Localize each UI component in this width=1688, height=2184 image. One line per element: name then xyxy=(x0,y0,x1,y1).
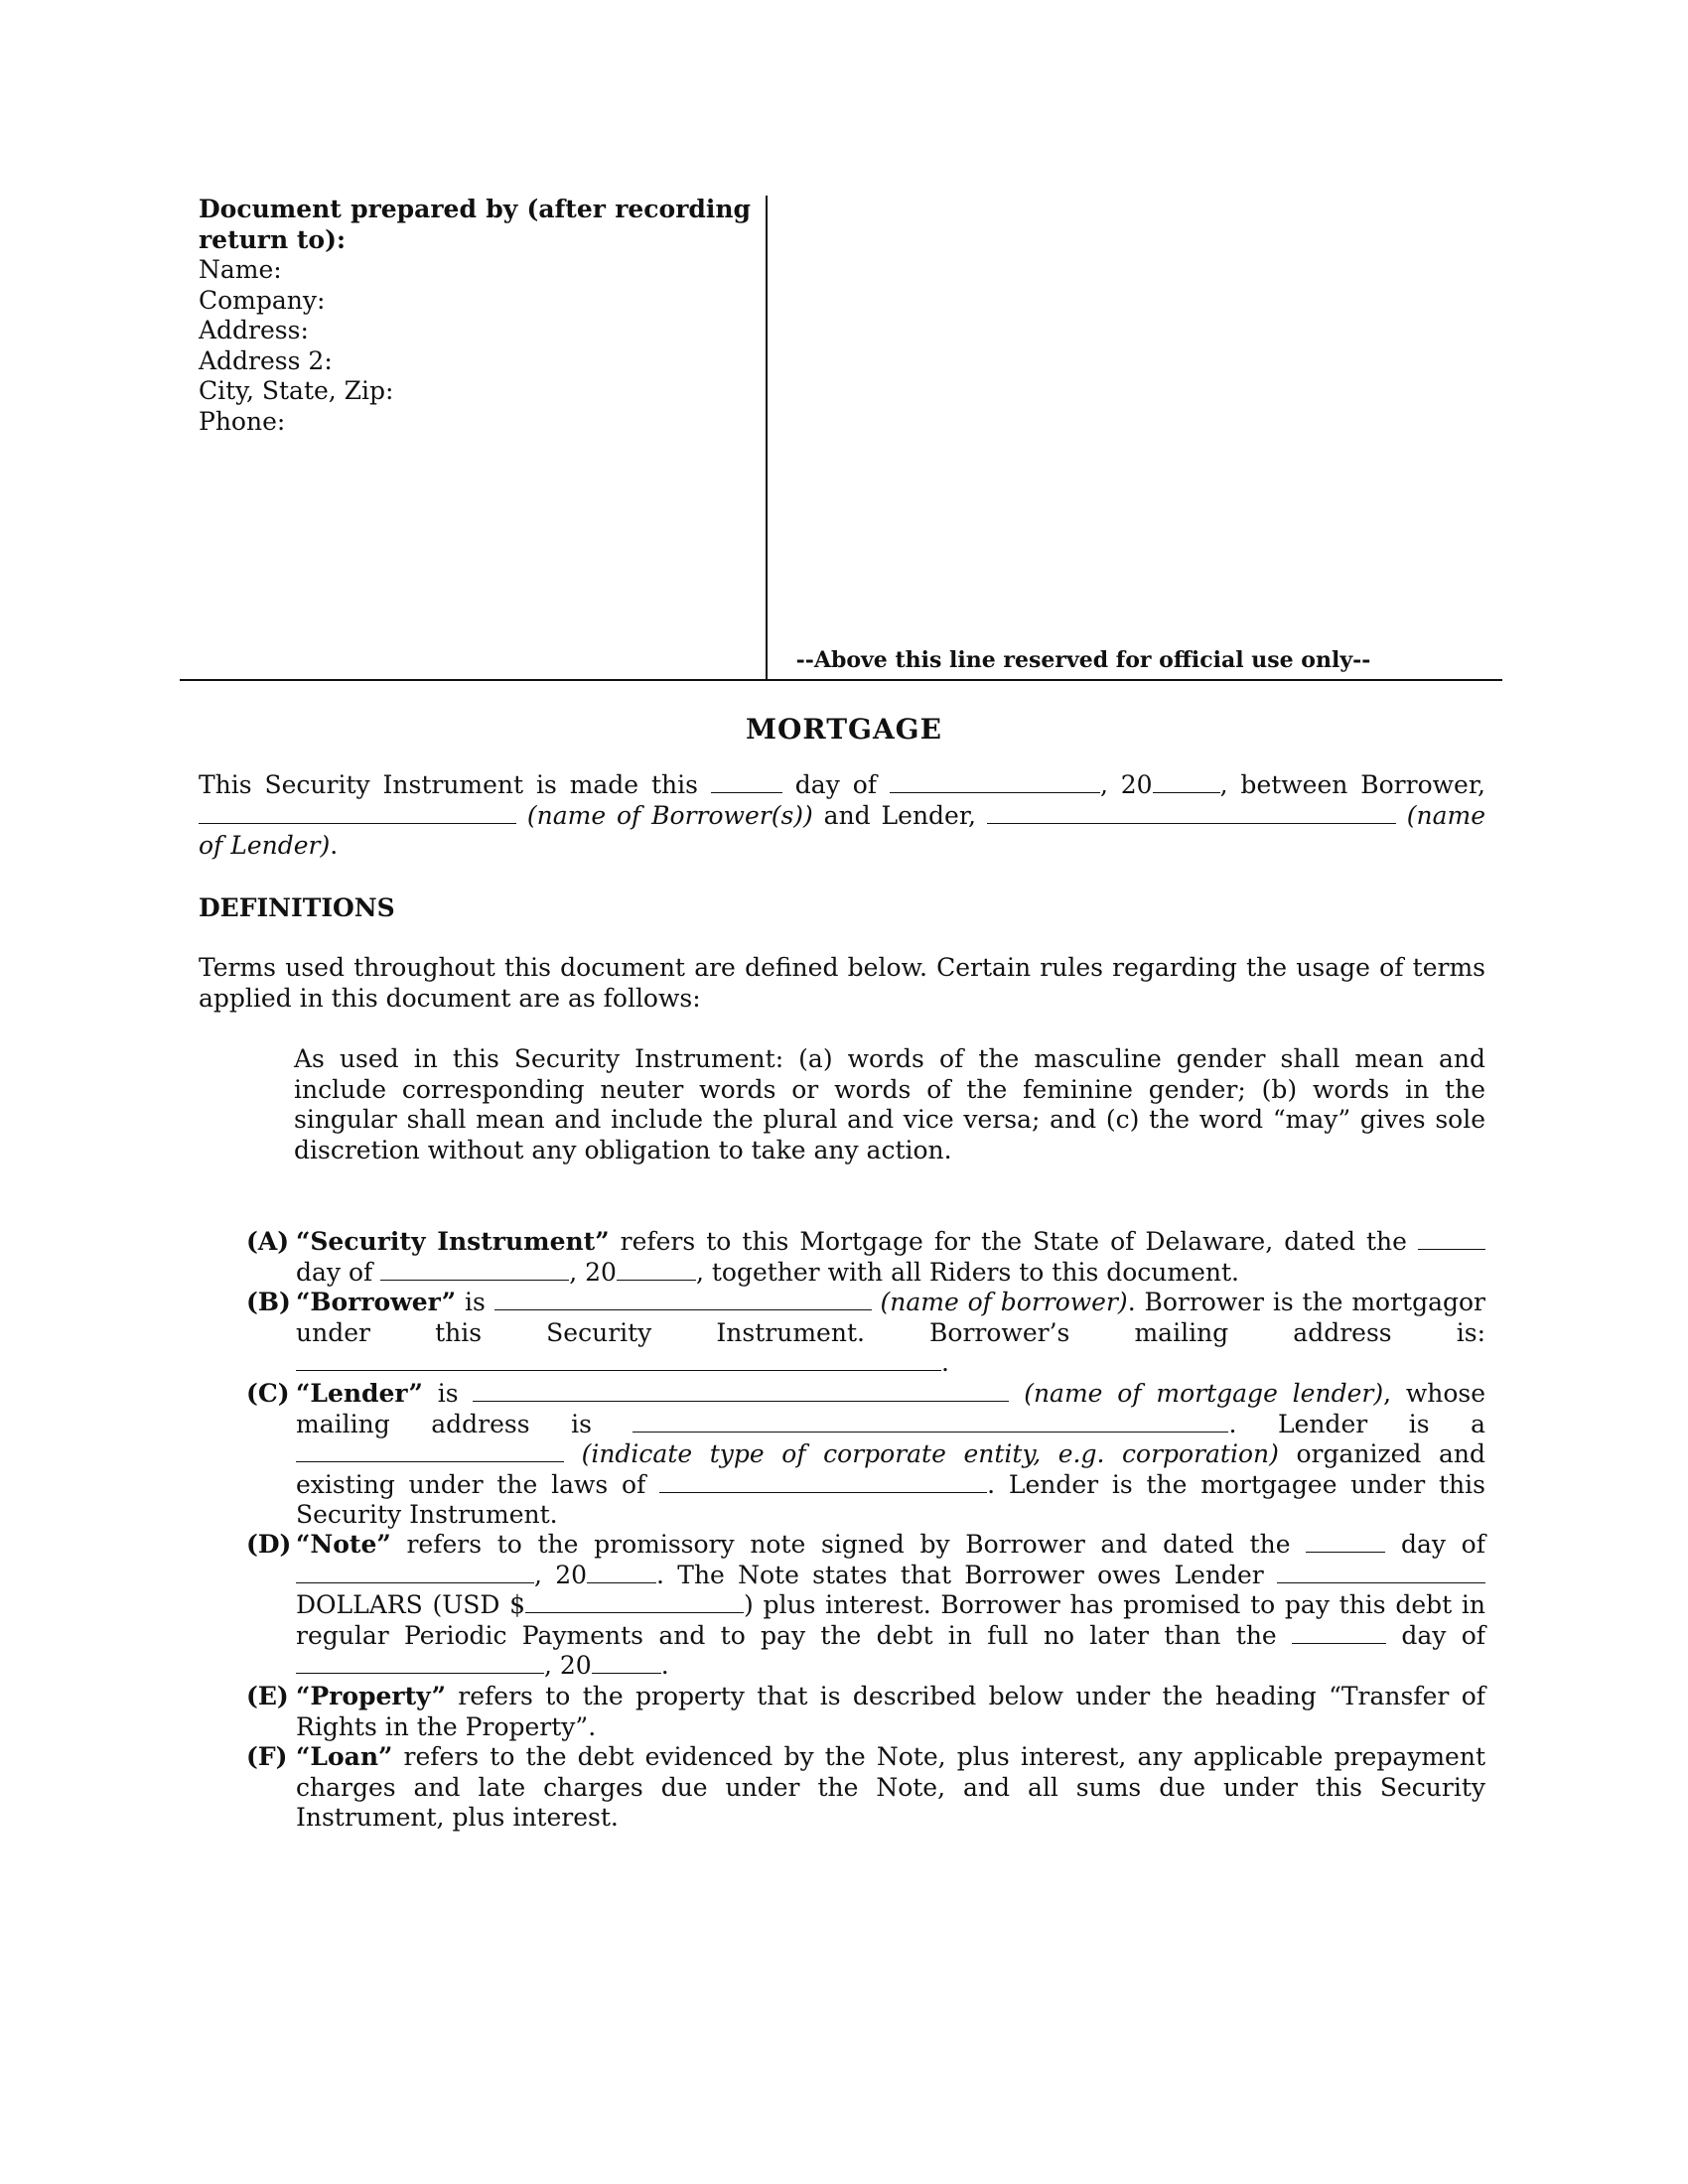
definitions-heading: DEFINITIONS xyxy=(199,893,395,922)
definition-b: (B) “Borrower” is (name of borrower). Borrower is the mortgagor under this Security Instrument. Borrower’s mailing address is: . xyxy=(246,1288,1485,1377)
definition-a: (A) “Security Instrument” refers to this Mortgage for the State of Delaware, dated the day of , 20 , together with all Riders to this document. xyxy=(246,1227,1485,1288)
prepared-by-city-state-zip-label: City, State, Zip: xyxy=(199,376,394,405)
usage-rules-paragraph: As used in this Security Instrument: (a) words of the masculine gender shall mean and include corresponding neuter words or words of the feminine gender; (b) words in the singular shall mean and include the plural and vice versa; and (c) the word “may” gives sole discretion without any obligation to take any action. xyxy=(294,1044,1485,1164)
prepared-by-phone-label: Phone: xyxy=(199,406,286,436)
prepared-by-title: Document prepared by (after recording return to): xyxy=(199,195,751,254)
recording-box-divider xyxy=(766,196,768,680)
definition-f: (F) “Loan” refers to the debt evidenced by the Note, plus interest, any applicable prepayment charges and late charges due under the Note, and all sums due under this Security Instrument, plus interest. xyxy=(246,1742,1485,1832)
document-title: MORTGAGE xyxy=(746,713,942,746)
prepared-by-address-label: Address: xyxy=(199,316,309,344)
borrower-name-blank xyxy=(199,801,516,824)
prepared-by-company-label: Company: xyxy=(199,285,326,315)
day-blank xyxy=(711,770,782,793)
prepared-by-block xyxy=(199,195,751,437)
month-blank xyxy=(890,770,1100,793)
year-blank xyxy=(1153,770,1220,793)
lender-name-blank xyxy=(987,801,1396,824)
terms-intro-paragraph: Terms used throughout this document are defined below. Certain rules regarding the usage of terms applied in this document are as follows: xyxy=(199,953,1485,1013)
prepared-by-address2-label: Address 2: xyxy=(199,345,333,375)
definition-e: (E) “Property” refers to the property that is described below under the heading “Transfer of Rights in the Property”. xyxy=(246,1682,1485,1741)
official-use-line xyxy=(180,679,1502,681)
prepared-by-name-label: Name: xyxy=(199,255,282,284)
definition-d: (D) “Note” refers to the promissory note signed by Borrower and dated the day of , 20 . The Note states that Borrower owes Lender DOLLARS (USD $ ) plus interest. Borrower has promised to pay this debt in regular Periodic Payments and to pay the debt in full no later than the day of , 20 . xyxy=(246,1530,1486,1680)
intro-paragraph: This Security Instrument is made this day of , 20 , between Borrower, (name of Borrower(s)) and Lender, (name of Lender). xyxy=(199,770,1486,860)
official-use-notice: --Above this line reserved for official use only-- xyxy=(795,647,1371,673)
definition-c: (C) “Lender” is (name of mortgage lender), whose mailing address is . Lender is a (indicate type of corporate entity, e.g. corporation) organized and existing under the laws of . Lender is the mortgagee under this Security Instrument. xyxy=(246,1379,1486,1529)
